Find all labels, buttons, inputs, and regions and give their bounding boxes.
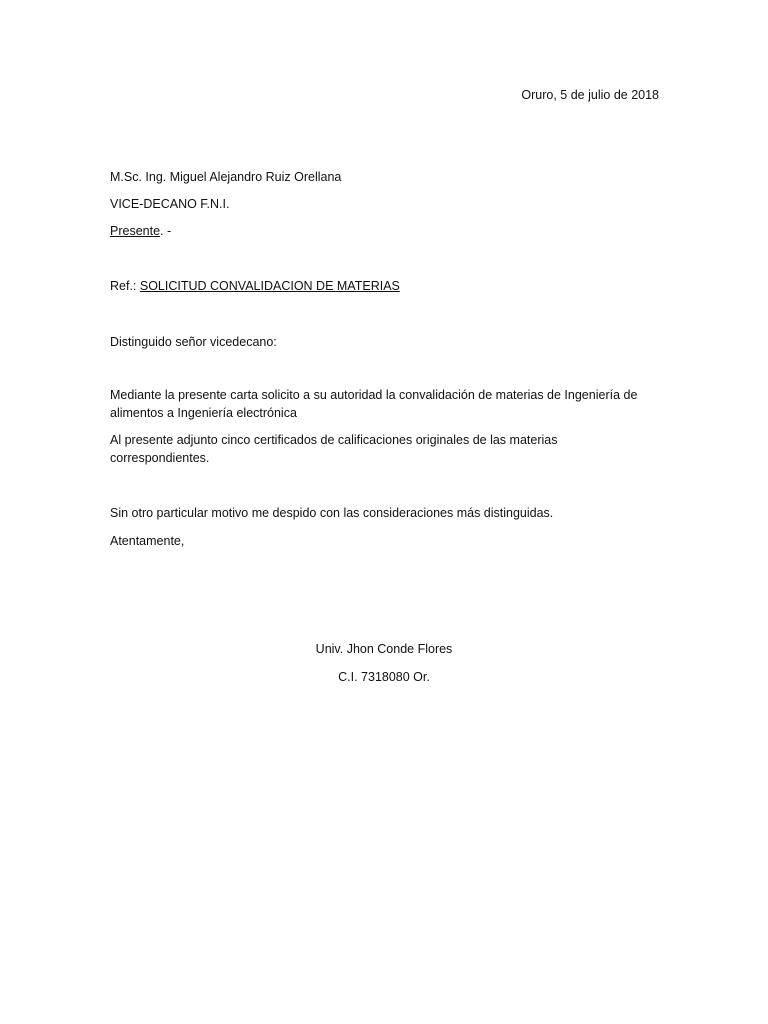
reference-subject: SOLICITUD CONVALIDACION DE MATERIAS <box>139 279 400 293</box>
signature-id: C.I. 7318080 Or. <box>338 670 430 684</box>
presente-word: Presente <box>110 224 161 238</box>
recipient-name: M.Sc. Ing. Miguel Alejandro Ruiz Orellana <box>110 170 342 184</box>
closing-word: Atentamente, <box>110 534 185 548</box>
body-paragraph-1: Mediante la presente carta solicito a su autoridad la convalidación de materias de Ingeniería de alimentos a Ingeniería electrónica <box>110 388 638 420</box>
closing-sentence: Sin otro particular motivo me despido con las consideraciones más distinguidas. <box>110 506 554 520</box>
presente-line <box>110 222 171 240</box>
salutation: Distinguido señor vicedecano: <box>110 335 277 349</box>
reference-line <box>110 277 400 295</box>
body-paragraph-2: Al presente adjunto cinco certificados de calificaciones originales de las materias correspondientes. <box>110 433 558 465</box>
letter-date: Oruro, 5 de julio de 2018 <box>521 88 659 102</box>
reference-label: Ref.: <box>110 279 140 293</box>
presente-suffix: . - <box>160 224 172 238</box>
signature-name: Univ. Jhon Conde Flores <box>315 642 453 656</box>
recipient-title: VICE-DECANO F.N.I. <box>110 197 230 211</box>
